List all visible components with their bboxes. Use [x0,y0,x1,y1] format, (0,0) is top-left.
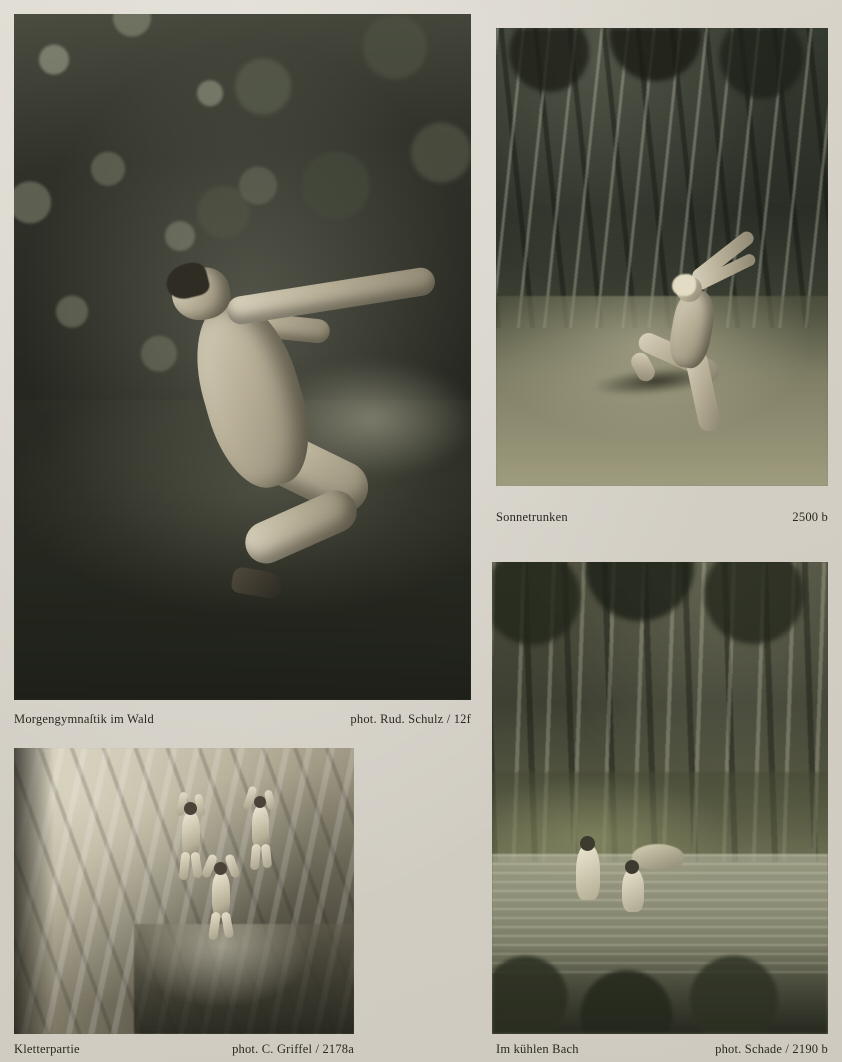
bather-head [580,836,595,851]
climber-leg [221,911,234,938]
caption-sonnetrunken-credit: 2500 b [792,510,828,524]
figure-hair [672,274,696,296]
photo-kletterpartie [14,748,354,1034]
photo-im-kuehlen-bach [492,562,828,1034]
photo-morgengymnastik-im-wald [14,14,471,700]
caption-kletterpartie-title: Kletterpartie [14,1042,80,1056]
climber-leg [261,844,272,869]
caption-morgengymnastik-title: Morgengymnaſtik im Wald [14,712,154,726]
caption-bach-credit: phot. Schade / 2190 b [715,1042,828,1056]
climber-leg [208,912,221,941]
climber-leg [250,844,261,871]
caption-sonnetrunken-title: Sonnetrunken [496,510,568,524]
canopy-shadow [496,28,828,148]
caption-morgengymnastik-credit: phot. Rud. Schulz / 12f [350,712,471,726]
bather-figure [576,844,600,900]
bather-figure [622,868,644,912]
climber-figure [242,786,282,870]
foreground-brush [492,944,828,1034]
stream-rock [632,844,684,870]
climber-head [184,802,197,815]
rock-ledge [134,924,354,1034]
climber-figure [202,852,242,938]
canopy-shadow [492,562,828,702]
climber-leg [190,852,203,879]
climber-leg [179,852,191,881]
climber-head [254,796,266,808]
shadowed-edge [14,748,54,1034]
photo-sonnetrunken [496,28,828,486]
caption-bach-title: Im kühlen Bach [496,1042,579,1056]
caption-kletterpartie-credit: phot. C. Griffel / 2178a [232,1042,354,1056]
bather-head [625,860,639,874]
climber-head [214,862,227,875]
